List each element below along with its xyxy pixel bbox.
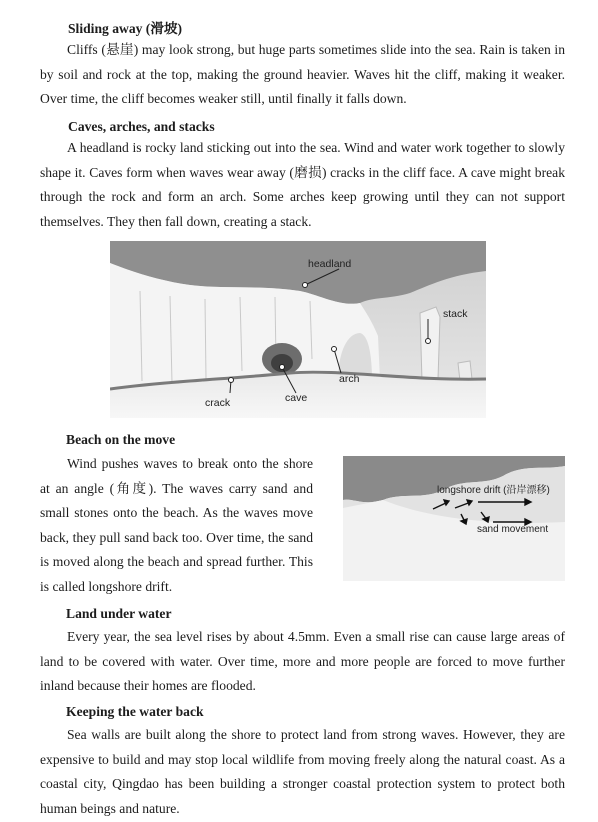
paragraph-keeping-the-water-back: Sea walls are built along the shore to protect land from strong waves. However, they are expensive to build and may stop local wildlife from moving freely along the natural coast. As a coastal city, Qingdao has been building a stronger coastal protection system to protect both human beings and nature.	[40, 727, 565, 816]
paragraph-caves-arches-stacks: A headland is rocky land sticking out into the sea. Wind and water work together to slowly shape it. Caves form when waves wear away (磨损) cracks in the cliff face. A cave might break through the rock and form an arch. Some arches keep growing until they can not support themselves. They then fall down, creating a stack.	[40, 140, 565, 229]
longshore-drift-figure	[343, 456, 565, 581]
label-crack: crack	[205, 397, 231, 409]
paragraph-sliding-away: Cliffs (悬崖) may look strong, but huge parts sometimes slide into the sea. Rain is taken in by soil and rock at the top, making the ground heavier. Waves hit the cliff, making it weaker. Over time, the cliff becomes weaker still, until finally it falls down.	[40, 42, 565, 106]
cliff-erosion-figure	[110, 241, 486, 418]
heading-land-under-water: Land under water	[66, 606, 172, 621]
heading-keeping-the-water-back: Keeping the water back	[66, 704, 204, 719]
label-cave: cave	[285, 392, 308, 404]
label-arch: arch	[339, 373, 360, 385]
label-longshore-drift: longshore drift (沿岸漂移)	[437, 485, 550, 496]
paragraph-land-under-water: Every year, the sea level rises by about 4.5mm. Even a small rise can cause large areas of land to be covered with water. Over time, more and more people are forced to move further inland because their homes are flooded.	[40, 629, 565, 693]
label-sand-movement: sand movement	[477, 524, 549, 535]
label-headland: headland	[308, 258, 352, 270]
heading-beach-on-the-move: Beach on the move	[66, 432, 176, 447]
heading-caves-arches-stacks: Caves, arches, and stacks	[68, 119, 215, 134]
heading-sliding-away: Sliding away (滑坡)	[68, 21, 183, 36]
label-stack: stack	[443, 308, 468, 320]
paragraph-beach-on-the-move: Wind pushes waves to break onto the shore at an angle (角度). The waves carry sand and small stones onto the beach. As the waves move back, they pull sand back too. Over time, the sand is moved along the beach and spread further. This is called longshore drift.	[40, 456, 313, 594]
longshore-illustration	[343, 456, 565, 581]
